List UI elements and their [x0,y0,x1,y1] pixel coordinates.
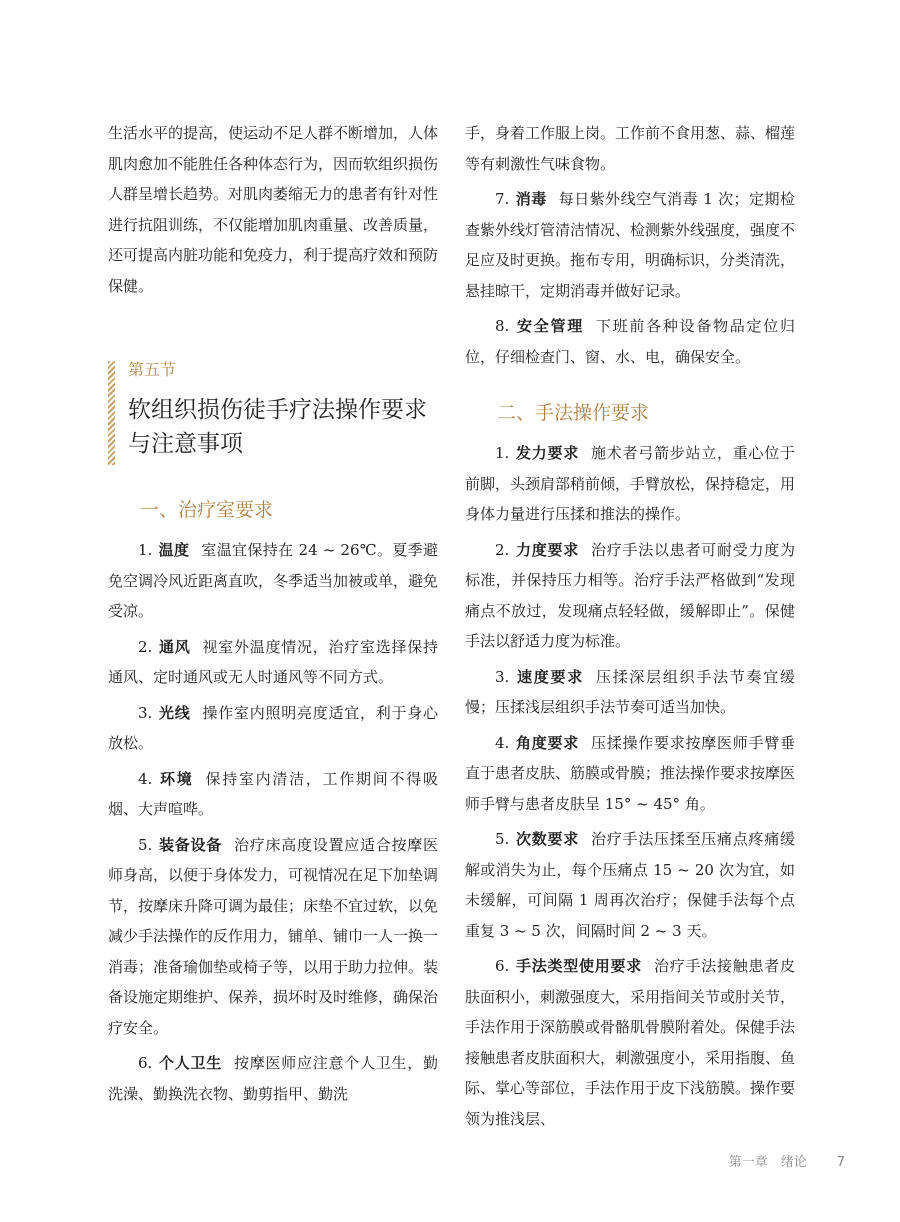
section-decoration [108,361,115,465]
list-item: 2. 通风 视室外温度情况，治疗室选择保持通风、定时通风或无人时通风等不同方式。 [108,637,438,686]
continued-paragraph: 手，身着工作服上岗。工作前不食用葱、蒜、榴莲等有刺激性气味食物。 [465,124,796,173]
list-item: 6. 个人卫生 按摩医师应注意个人卫生，勤洗澡、勤换洗衣物、勤剪指甲、勤洗 [108,1054,438,1103]
left-column [108,118,438,1109]
list-item: 2. 力度要求 治疗手法以患者可耐受力度为标准，并保持压力相等。治疗手法严格做到“发现痛点不放过，发现痛点轻轻做，缓解即止”。保健手法以舒适力度为标准。 [465,540,795,650]
intro-paragraph: 生活水平的提高，使运动不足人群不断增加，人体肌肉愈加不能胜任各种体态行为，因而软组织损伤人群呈增长趋势。对肌肉萎缩无力的患者有针对性进行抗阻训练，不仅能增加肌肉重量、改善质量，还可提高内脏功能和免疫力，利于提高疗效和预防保健。 [108,124,439,295]
list-item: 7. 消毒 每日紫外线空气消毒 1 次；定期检查紫外线灯管清洁情况、检测紫外线强度，强度不足应及时更换。拖布专用，明确标识，分类清洗，悬挂晾干，定期消毒并做好记录。 [465,190,796,300]
list-item: 5. 装备设备 治疗床高度设置应适合按摩医师身高，以便于身体发力，可视情况在足下加垫调节，按摩床升降可调为最佳；床垫不宜过软，以免减少手法操作的反作用力，铺单、铺巾一人一换一消毒；准备瑜伽垫或椅子等，以用于助力拉伸。装备设施定期维护、保养，损坏时及时维修，确保治疗安全。 [108,835,439,1037]
list-item: 5. 次数要求 治疗手法压揉至压痛点疼痛缓解或消失为止，每个压痛点 15 ~ 20 次为宜，如未缓解，可间隔 1 周再次治疗；保健手法每个点重复 3 ~ 5 次，间隔时间 2 ~ 3 天。 [465,830,795,940]
section-title: 软组织损伤徒手疗法操作要求与注意事项 [128,397,427,457]
list-item: 3. 速度要求 压揉深层组织手法节奏宜缓慢；压揉浅层组织手法节奏可适当加快。 [465,667,795,716]
page-number: 7 [836,1155,845,1170]
list-item: 4. 角度要求 压揉操作要求按摩医师手臂垂直于患者皮肤、筋膜或骨膜；推法操作要求按摩医师手臂与患者皮肤呈 15° ~ 45° 角。 [465,733,796,813]
list-item: 4. 环境 保持室内清洁，工作期间不得吸烟、大声喧哗。 [108,769,438,818]
subheading-technique: 二、手法操作要求 [497,402,650,424]
section-heading [108,359,438,461]
list-item: 6. 手法类型使用要求 治疗手法接触患者皮肤面积小，刺激强度大，采用指间关节或肘关节，手法作用于深筋膜或骨骼肌骨膜附着处。保健手法接触患者皮肤面积大，刺激强度小，采用指腹、鱼际、掌心等部位，手法作用于皮下浅筋膜。操作要领为推浅层、 [465,957,796,1128]
list-item: 8. 安全管理 下班前各种设备物品定位归位，仔细检查门、窗、水、电，确保安全。 [465,317,795,366]
page-footer [729,1151,845,1170]
right-column [465,118,795,1134]
chapter-label: 第一章 绪论 [728,1155,807,1170]
section-number: 第五节 [128,360,177,379]
list-item: 3. 光线 操作室内照明亮度适宜，利于身心放松。 [108,703,438,752]
list-item: 1. 温度 室温宜保持在 24 ~ 26℃。夏季避免空调冷风近距离直吹，冬季适当加被或单，避免受凉。 [108,541,439,620]
subheading-treatment-room: 一、治疗室要求 [140,499,274,521]
list-item: 1. 发力要求 施术者弓箭步站立，重心位于前脚，头颈肩部稍前倾，手臂放松，保持稳定，用身体力量进行压揉和推法的操作。 [465,444,796,523]
